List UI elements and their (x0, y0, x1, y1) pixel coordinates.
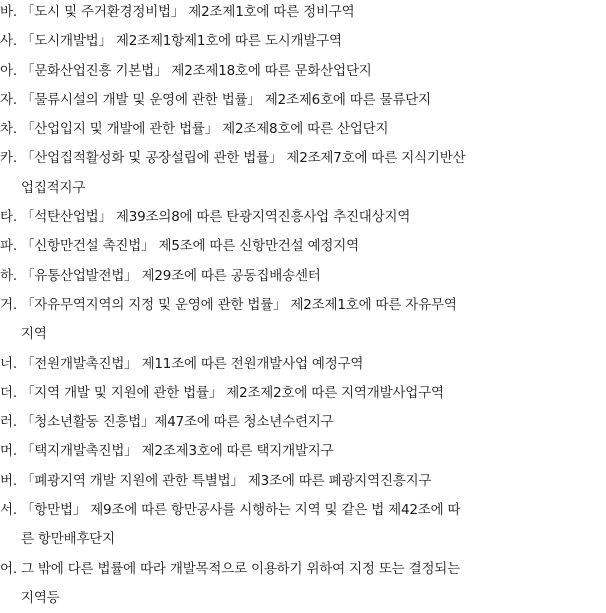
item-marker: 머. (0, 443, 17, 460)
item-text-continuation: 지역 (21, 326, 47, 343)
item-text: 「문화산업진흥 기본법」 제2조제18호에 따른 문화산업단지 (21, 62, 372, 79)
item-text: 「산업입지 및 개발에 관한 법률」 제2조제8호에 따른 산업단지 (21, 121, 389, 138)
item-marker: 어. (0, 560, 17, 577)
item-text-block (21, 144, 606, 203)
list-item (0, 350, 606, 379)
item-text: 「물류시설의 개발 및 운영에 관한 법률」 제2조제6호에 따른 물류단지 (21, 91, 431, 108)
item-text: 「폐광지역 개발 지원에 관한 특별법」 제3조에 따른 폐광지역진흥지구 (21, 472, 432, 489)
item-marker: 차. (0, 121, 17, 138)
item-marker: 파. (0, 238, 17, 255)
list-item (0, 57, 606, 86)
list-item (0, 467, 606, 496)
item-text-block (21, 555, 606, 613)
list-item (0, 0, 606, 27)
item-marker: 너. (0, 355, 17, 372)
item-text: 그 밖에 다른 법률에 따라 개발목적으로 이용하기 위하여 지정 또는 결정되는 (21, 560, 460, 577)
item-text: 「도시개발법」 제2조제1항제1호에 따른 도시개발구역 (21, 33, 342, 50)
item-text: 「자유무역지역의 지정 및 운영에 관한 법률」 제2조제1호에 따른 자유무역 (21, 296, 457, 313)
list-item (0, 555, 606, 613)
list-item (0, 115, 606, 144)
item-text: 「석탄산업법」 제39조의8에 따른 탄광지역진흥사업 추진대상지역 (21, 209, 411, 226)
item-text: 「신항만건설 촉진법」 제5조에 따른 신항만건설 예정지역 (21, 238, 359, 255)
list-item (0, 379, 606, 408)
item-text: 「지역 개발 및 지원에 관한 법률」 제2조제2호에 따른 지역개발사업구역 (21, 384, 444, 401)
list-item (0, 144, 606, 203)
item-marker: 자. (0, 91, 17, 108)
item-marker: 거. (0, 296, 17, 313)
item-text: 「청소년활동 진흥법」제47조에 따른 청소년수련지구 (21, 414, 334, 431)
list-item (0, 232, 606, 261)
list-item (0, 437, 606, 466)
list-item (0, 496, 606, 555)
item-marker: 러. (0, 414, 17, 431)
list-item (0, 203, 606, 232)
item-text-continuation: 지역등 (21, 589, 60, 606)
item-text: 「산업집적활성화 및 공장설립에 관한 법률」 제2조제7호에 따른 지식기반산 (21, 150, 466, 167)
list-item (0, 291, 606, 350)
item-marker: 바. (0, 4, 17, 20)
item-marker: 서. (0, 502, 17, 519)
list-item (0, 262, 606, 291)
item-text: 「전원개발촉진법」 제11조에 따른 전원개발사업 예정구역 (21, 355, 364, 372)
item-text: 「항만법」 제9조에 따른 항만공사를 시행하는 지역 및 같은 법 제42조에 따 (21, 502, 461, 519)
item-text-block (21, 496, 606, 555)
item-text-continuation: 업집적지구 (21, 179, 86, 196)
item-marker: 타. (0, 209, 17, 226)
item-text: 「유통산업발전법」 제29조에 따른 공동집배송센터 (21, 267, 321, 284)
item-marker: 버. (0, 472, 17, 489)
item-marker: 카. (0, 150, 17, 167)
item-marker: 아. (0, 62, 17, 79)
list-item (0, 408, 606, 437)
item-marker: 하. (0, 267, 17, 284)
item-text: 「도시 및 주거환경정비법」 제2조제1호에 따른 정비구역 (21, 4, 355, 20)
item-text: 「택지개발촉진법」 제2조제3호에 따른 택지개발지구 (21, 443, 334, 460)
item-text-continuation: 른 항만배후단지 (21, 531, 115, 548)
item-text-block (21, 291, 606, 350)
list-item (0, 86, 606, 115)
item-marker: 사. (0, 33, 17, 50)
list-item (0, 27, 606, 56)
item-marker: 더. (0, 384, 17, 401)
